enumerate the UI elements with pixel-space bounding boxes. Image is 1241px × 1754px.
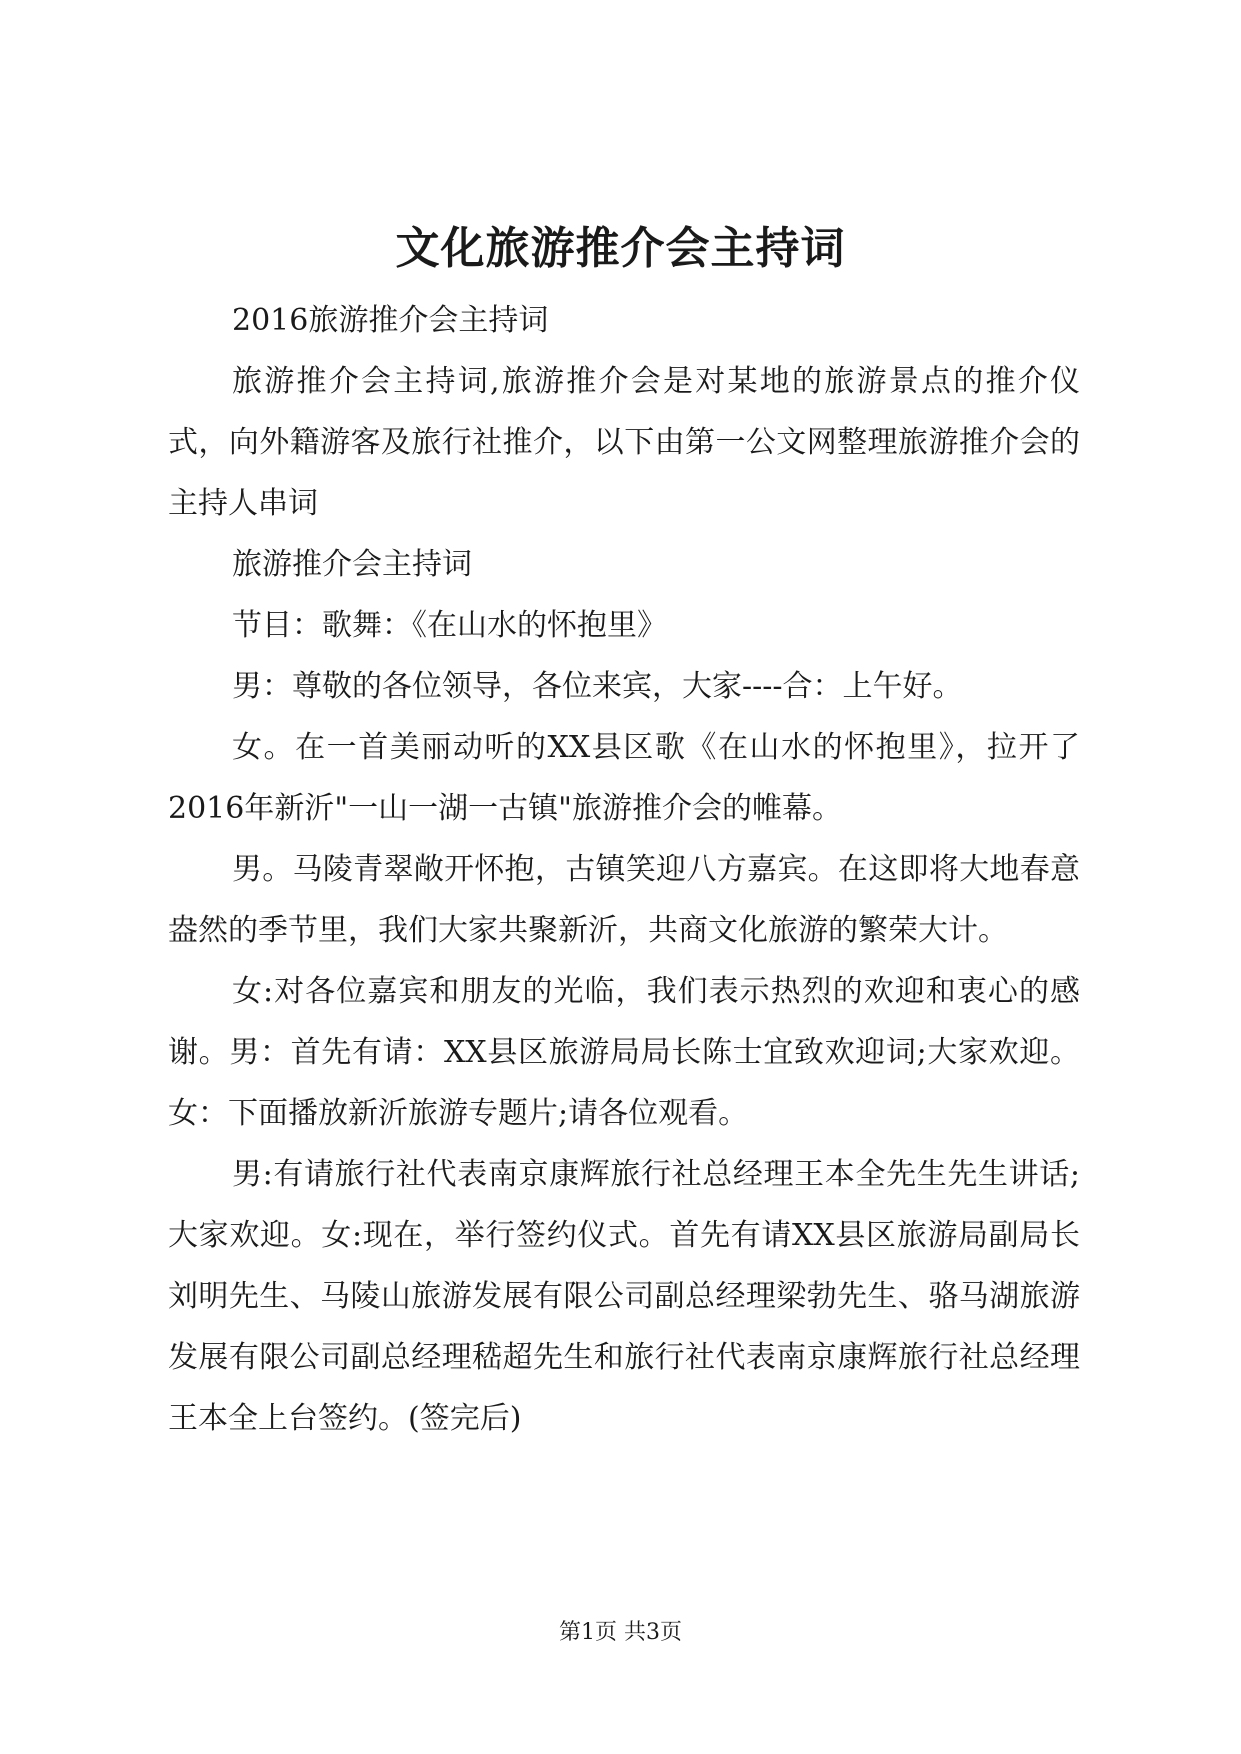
page-number-footer: 第1页 共3页 bbox=[559, 1620, 682, 1645]
paragraph: 男:有请旅行社代表南京康辉旅行社总经理王本全先生先生讲话;大家欢迎。女:现在，举行签约仪式。首先有请XX县区旅游局副局长刘明先生、马陵山旅游发展有限公司副总经理梁勃先生、骆马湖旅游发展有限公司副总经理嵇超先生和旅行社代表南京康辉旅行社总经理王本全上台签约。(签完后) bbox=[168, 1157, 1080, 1436]
paragraph: 男。马陵青翠敞开怀抱，古镇笑迎八方嘉宾。在这即将大地春意盎然的季节里，我们大家共聚新沂，共商文化旅游的繁荣大计。 bbox=[168, 852, 1080, 948]
paragraph: 男：尊敬的各位领导，各位来宾，大家----合：上午好。 bbox=[232, 669, 963, 704]
paragraph: 2016旅游推介会主持词 bbox=[232, 303, 549, 338]
document-title: 文化旅游推介会主持词 bbox=[395, 223, 846, 274]
paragraph: 女。在一首美丽动听的XX县区歌《在山水的怀抱里》，拉开了2016年新沂"一山一湖一古镇"旅游推介会的帷幕。 bbox=[168, 730, 1080, 826]
paragraph: 旅游推介会主持词 bbox=[232, 547, 472, 582]
paragraph: 节目：歌舞：《在山水的怀抱里》 bbox=[232, 608, 667, 643]
paragraph: 旅游推介会主持词,旅游推介会是对某地的旅游景点的推介仪式，向外籍游客及旅行社推介，以下由第一公文网整理旅游推介会的主持人串词 bbox=[168, 364, 1080, 521]
paragraph: 女:对各位嘉宾和朋友的光临，我们表示热烈的欢迎和衷心的感谢。男：首先有请：XX县区旅游局局长陈士宜致欢迎词;大家欢迎。女：下面播放新沂旅游专题片;请各位观看。 bbox=[168, 974, 1080, 1131]
document-body bbox=[168, 290, 1080, 1449]
